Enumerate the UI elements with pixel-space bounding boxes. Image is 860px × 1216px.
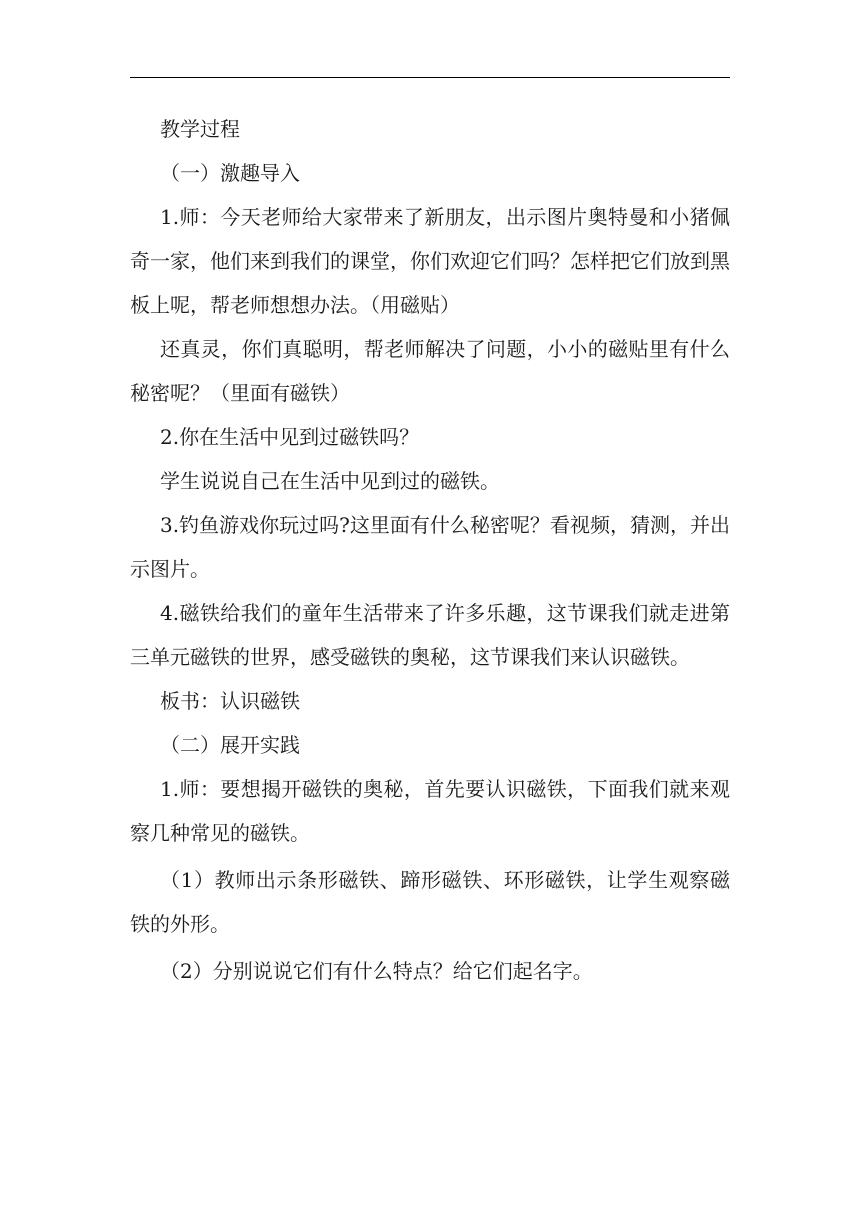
paragraph-step-3: 3.钓鱼游戏你玩过吗?这里面有什么秘密呢？看视频，猜测，并出示图片。: [130, 513, 730, 581]
paragraph-step-2: 2.你在生活中见到过磁铁吗？: [160, 425, 420, 449]
paragraph-practice-step-1: 1.师：要想揭开磁铁的奥秘，首先要认识磁铁，下面我们就来观察几种常见的磁铁。: [130, 777, 730, 845]
document-body: [130, 107, 730, 993]
paragraph-step-1: 1.师：今天老师给大家带来了新朋友，出示图片奥特曼和小猪佩奇一家，他们来到我们的课堂，你们欢迎它们吗？怎样把它们放到黑板上呢，帮老师想想办法。（用磁贴）: [130, 205, 730, 317]
paragraph-step-4: 4.磁铁给我们的童年生活带来了许多乐趣，这节课我们就走进第三单元磁铁的世界，感受磁铁的奥秘，这节课我们来认识磁铁。: [130, 601, 730, 669]
header-rule: [130, 77, 730, 78]
paragraph-practice-item-1: （1）教师出示条形磁铁、蹄形磁铁、环形磁铁，让学生观察磁铁的外形。: [130, 868, 730, 936]
paragraph-students-share: 学生说说自己在生活中见到过的磁铁。: [160, 469, 500, 493]
subsection-heading-practice: （二）展开实践: [160, 733, 300, 757]
section-heading-teaching-process: 教学过程: [160, 117, 240, 141]
paragraph-practice-item-2: （2）分别说说它们有什么特点？给它们起名字。: [160, 959, 593, 983]
subsection-heading-intro: （一）激趣导入: [160, 161, 300, 185]
paragraph-magnet-secret: 还真灵，你们真聪明，帮老师解决了问题，小小的磁贴里有什么秘密呢？（里面有磁铁）: [130, 337, 730, 405]
paragraph-board-writing: 板书：认识磁铁: [160, 689, 300, 713]
